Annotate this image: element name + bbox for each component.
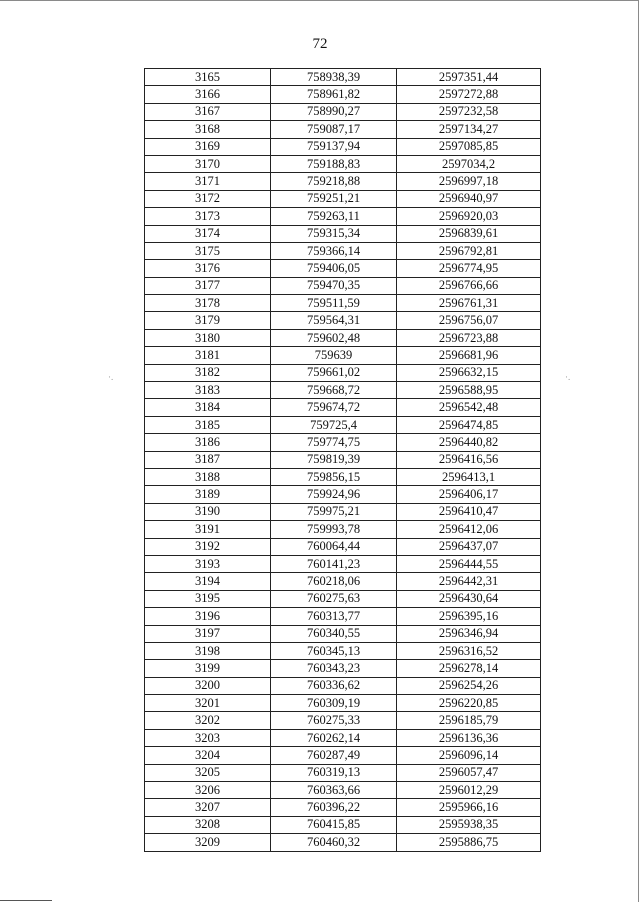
y-coordinate-cell: 2596920,03 — [397, 208, 541, 225]
x-coordinate-cell: 760218,06 — [271, 573, 397, 590]
x-coordinate-cell: 760313,77 — [271, 608, 397, 625]
x-coordinate-cell: 760275,63 — [271, 590, 397, 607]
x-coordinate-cell: 760345,13 — [271, 642, 397, 659]
point-number-cell: 3166 — [145, 86, 271, 103]
x-coordinate-cell: 759819,39 — [271, 451, 397, 468]
table-row — [145, 677, 541, 694]
coordinates-table-body — [145, 69, 541, 852]
point-number-cell: 3180 — [145, 329, 271, 346]
y-coordinate-cell: 2595966,16 — [397, 799, 541, 816]
table-row — [145, 503, 541, 520]
x-coordinate-cell: 759315,34 — [271, 225, 397, 242]
table-row — [145, 364, 541, 381]
table-row — [145, 382, 541, 399]
point-number-cell: 3200 — [145, 677, 271, 694]
point-number-cell: 3167 — [145, 103, 271, 120]
table-row — [145, 173, 541, 190]
point-number-cell: 3188 — [145, 468, 271, 485]
point-number-cell: 3199 — [145, 660, 271, 677]
point-number-cell: 3181 — [145, 347, 271, 364]
point-number-cell: 3204 — [145, 747, 271, 764]
y-coordinate-cell: 2596681,96 — [397, 347, 541, 364]
table-row — [145, 103, 541, 120]
y-coordinate-cell: 2596012,29 — [397, 782, 541, 799]
x-coordinate-cell: 759975,21 — [271, 503, 397, 520]
table-row — [145, 416, 541, 433]
y-coordinate-cell: 2595938,35 — [397, 816, 541, 833]
table-row — [145, 573, 541, 590]
point-number-cell: 3207 — [145, 799, 271, 816]
point-number-cell: 3195 — [145, 590, 271, 607]
y-coordinate-cell: 2596136,36 — [397, 729, 541, 746]
table-row — [145, 138, 541, 155]
x-coordinate-cell: 758990,27 — [271, 103, 397, 120]
y-coordinate-cell: 2596997,18 — [397, 173, 541, 190]
table-row — [145, 312, 541, 329]
x-coordinate-cell: 759661,02 — [271, 364, 397, 381]
x-coordinate-cell: 759856,15 — [271, 468, 397, 485]
y-coordinate-cell: 2596406,17 — [397, 486, 541, 503]
point-number-cell: 3176 — [145, 260, 271, 277]
y-coordinate-cell: 2596185,79 — [397, 712, 541, 729]
table-row — [145, 260, 541, 277]
y-coordinate-cell: 2596444,55 — [397, 555, 541, 572]
page-number: 72 — [312, 36, 328, 52]
point-number-cell: 3198 — [145, 642, 271, 659]
point-number-cell: 3177 — [145, 277, 271, 294]
y-coordinate-cell: 2596542,48 — [397, 399, 541, 416]
y-coordinate-cell: 2596316,52 — [397, 642, 541, 659]
x-coordinate-cell: 760262,14 — [271, 729, 397, 746]
y-coordinate-cell: 2596395,16 — [397, 608, 541, 625]
y-coordinate-cell: 2597232,58 — [397, 103, 541, 120]
y-coordinate-cell: 2596437,07 — [397, 538, 541, 555]
point-number-cell: 3182 — [145, 364, 271, 381]
x-coordinate-cell: 760363,66 — [271, 782, 397, 799]
y-coordinate-cell: 2596430,64 — [397, 590, 541, 607]
y-coordinate-cell: 2596254,26 — [397, 677, 541, 694]
x-coordinate-cell: 760275,33 — [271, 712, 397, 729]
point-number-cell: 3203 — [145, 729, 271, 746]
table-row — [145, 521, 541, 538]
point-number-cell: 3170 — [145, 155, 271, 172]
y-coordinate-cell: 2596774,95 — [397, 260, 541, 277]
x-coordinate-cell: 758938,39 — [271, 69, 397, 86]
y-coordinate-cell: 2596723,88 — [397, 329, 541, 346]
point-number-cell: 3191 — [145, 521, 271, 538]
table-row — [145, 608, 541, 625]
point-number-cell: 3172 — [145, 190, 271, 207]
point-number-cell: 3186 — [145, 434, 271, 451]
table-row — [145, 86, 541, 103]
point-number-cell: 3178 — [145, 295, 271, 312]
point-number-cell: 3169 — [145, 138, 271, 155]
point-number-cell: 3196 — [145, 608, 271, 625]
point-number-cell: 3183 — [145, 382, 271, 399]
table-row — [145, 347, 541, 364]
x-coordinate-cell: 759263,11 — [271, 208, 397, 225]
x-coordinate-cell: 759602,48 — [271, 329, 397, 346]
point-number-cell: 3185 — [145, 416, 271, 433]
x-coordinate-cell: 760396,22 — [271, 799, 397, 816]
point-number-cell: 3205 — [145, 764, 271, 781]
x-coordinate-cell: 759674,72 — [271, 399, 397, 416]
table-row — [145, 451, 541, 468]
table-row — [145, 208, 541, 225]
y-coordinate-cell: 2596416,56 — [397, 451, 541, 468]
y-coordinate-cell: 2596057,47 — [397, 764, 541, 781]
point-number-cell: 3201 — [145, 695, 271, 712]
point-number-cell: 3208 — [145, 816, 271, 833]
table-row — [145, 747, 541, 764]
y-coordinate-cell: 2596940,97 — [397, 190, 541, 207]
x-coordinate-cell: 759564,31 — [271, 312, 397, 329]
point-number-cell: 3192 — [145, 538, 271, 555]
table-row — [145, 190, 541, 207]
table-row — [145, 625, 541, 642]
y-coordinate-cell: 2596410,47 — [397, 503, 541, 520]
table-row — [145, 729, 541, 746]
y-coordinate-cell: 2596792,81 — [397, 242, 541, 259]
table-row — [145, 590, 541, 607]
table-row — [145, 660, 541, 677]
x-coordinate-cell: 760309,19 — [271, 695, 397, 712]
y-coordinate-cell: 2596278,14 — [397, 660, 541, 677]
x-coordinate-cell: 759511,59 — [271, 295, 397, 312]
table-row — [145, 799, 541, 816]
scan-artifact-mark: ·. — [108, 372, 114, 382]
y-coordinate-cell: 2596756,07 — [397, 312, 541, 329]
x-coordinate-cell: 759218,88 — [271, 173, 397, 190]
y-coordinate-cell: 2596632,15 — [397, 364, 541, 381]
table-row — [145, 764, 541, 781]
point-number-cell: 3187 — [145, 451, 271, 468]
x-coordinate-cell: 759188,83 — [271, 155, 397, 172]
point-number-cell: 3189 — [145, 486, 271, 503]
x-coordinate-cell: 760064,44 — [271, 538, 397, 555]
table-row — [145, 486, 541, 503]
x-coordinate-cell: 760319,13 — [271, 764, 397, 781]
x-coordinate-cell: 760340,55 — [271, 625, 397, 642]
x-coordinate-cell: 759366,14 — [271, 242, 397, 259]
y-coordinate-cell: 2596220,85 — [397, 695, 541, 712]
table-row — [145, 242, 541, 259]
coordinates-table — [144, 68, 541, 852]
y-coordinate-cell: 2596766,66 — [397, 277, 541, 294]
y-coordinate-cell: 2596442,31 — [397, 573, 541, 590]
y-coordinate-cell: 2596440,82 — [397, 434, 541, 451]
table-row — [145, 295, 541, 312]
x-coordinate-cell: 759470,35 — [271, 277, 397, 294]
table-row — [145, 695, 541, 712]
y-coordinate-cell: 2596761,31 — [397, 295, 541, 312]
point-number-cell: 3197 — [145, 625, 271, 642]
y-coordinate-cell: 2595886,75 — [397, 834, 541, 851]
x-coordinate-cell: 760141,23 — [271, 555, 397, 572]
x-coordinate-cell: 760460,32 — [271, 834, 397, 851]
bottom-rule — [0, 900, 52, 901]
point-number-cell: 3194 — [145, 573, 271, 590]
table-row — [145, 329, 541, 346]
point-number-cell: 3175 — [145, 242, 271, 259]
y-coordinate-cell: 2596474,85 — [397, 416, 541, 433]
y-coordinate-cell: 2597351,44 — [397, 69, 541, 86]
point-number-cell: 3168 — [145, 121, 271, 138]
point-number-cell: 3206 — [145, 782, 271, 799]
x-coordinate-cell: 759137,94 — [271, 138, 397, 155]
point-number-cell: 3165 — [145, 69, 271, 86]
point-number-cell: 3174 — [145, 225, 271, 242]
y-coordinate-cell: 2596588,95 — [397, 382, 541, 399]
table-row — [145, 468, 541, 485]
x-coordinate-cell: 759668,72 — [271, 382, 397, 399]
point-number-cell: 3193 — [145, 555, 271, 572]
table-row — [145, 155, 541, 172]
table-row — [145, 642, 541, 659]
point-number-cell: 3179 — [145, 312, 271, 329]
table-row — [145, 121, 541, 138]
table-row — [145, 225, 541, 242]
y-coordinate-cell: 2596412,06 — [397, 521, 541, 538]
point-number-cell: 3209 — [145, 834, 271, 851]
scan-artifact-mark: ·. — [565, 372, 571, 382]
y-coordinate-cell: 2596346,94 — [397, 625, 541, 642]
x-coordinate-cell: 760415,85 — [271, 816, 397, 833]
y-coordinate-cell: 2596096,14 — [397, 747, 541, 764]
table-row — [145, 834, 541, 851]
y-coordinate-cell: 2596839,61 — [397, 225, 541, 242]
table-row — [145, 277, 541, 294]
x-coordinate-cell: 759993,78 — [271, 521, 397, 538]
y-coordinate-cell: 2597272,88 — [397, 86, 541, 103]
point-number-cell: 3173 — [145, 208, 271, 225]
point-number-cell: 3171 — [145, 173, 271, 190]
x-coordinate-cell: 759406,05 — [271, 260, 397, 277]
x-coordinate-cell: 759725,4 — [271, 416, 397, 433]
x-coordinate-cell: 759087,17 — [271, 121, 397, 138]
point-number-cell: 3202 — [145, 712, 271, 729]
table-row — [145, 555, 541, 572]
table-row — [145, 69, 541, 86]
x-coordinate-cell: 759774,75 — [271, 434, 397, 451]
table-row — [145, 399, 541, 416]
table-row — [145, 538, 541, 555]
table-row — [145, 782, 541, 799]
point-number-cell: 3190 — [145, 503, 271, 520]
table-row — [145, 434, 541, 451]
table-row — [145, 816, 541, 833]
x-coordinate-cell: 759924,96 — [271, 486, 397, 503]
x-coordinate-cell: 758961,82 — [271, 86, 397, 103]
y-coordinate-cell: 2597085,85 — [397, 138, 541, 155]
x-coordinate-cell: 759639 — [271, 347, 397, 364]
x-coordinate-cell: 760287,49 — [271, 747, 397, 764]
y-coordinate-cell: 2597034,2 — [397, 155, 541, 172]
x-coordinate-cell: 760343,23 — [271, 660, 397, 677]
point-number-cell: 3184 — [145, 399, 271, 416]
x-coordinate-cell: 760336,62 — [271, 677, 397, 694]
x-coordinate-cell: 759251,21 — [271, 190, 397, 207]
y-coordinate-cell: 2597134,27 — [397, 121, 541, 138]
y-coordinate-cell: 2596413,1 — [397, 468, 541, 485]
table-row — [145, 712, 541, 729]
